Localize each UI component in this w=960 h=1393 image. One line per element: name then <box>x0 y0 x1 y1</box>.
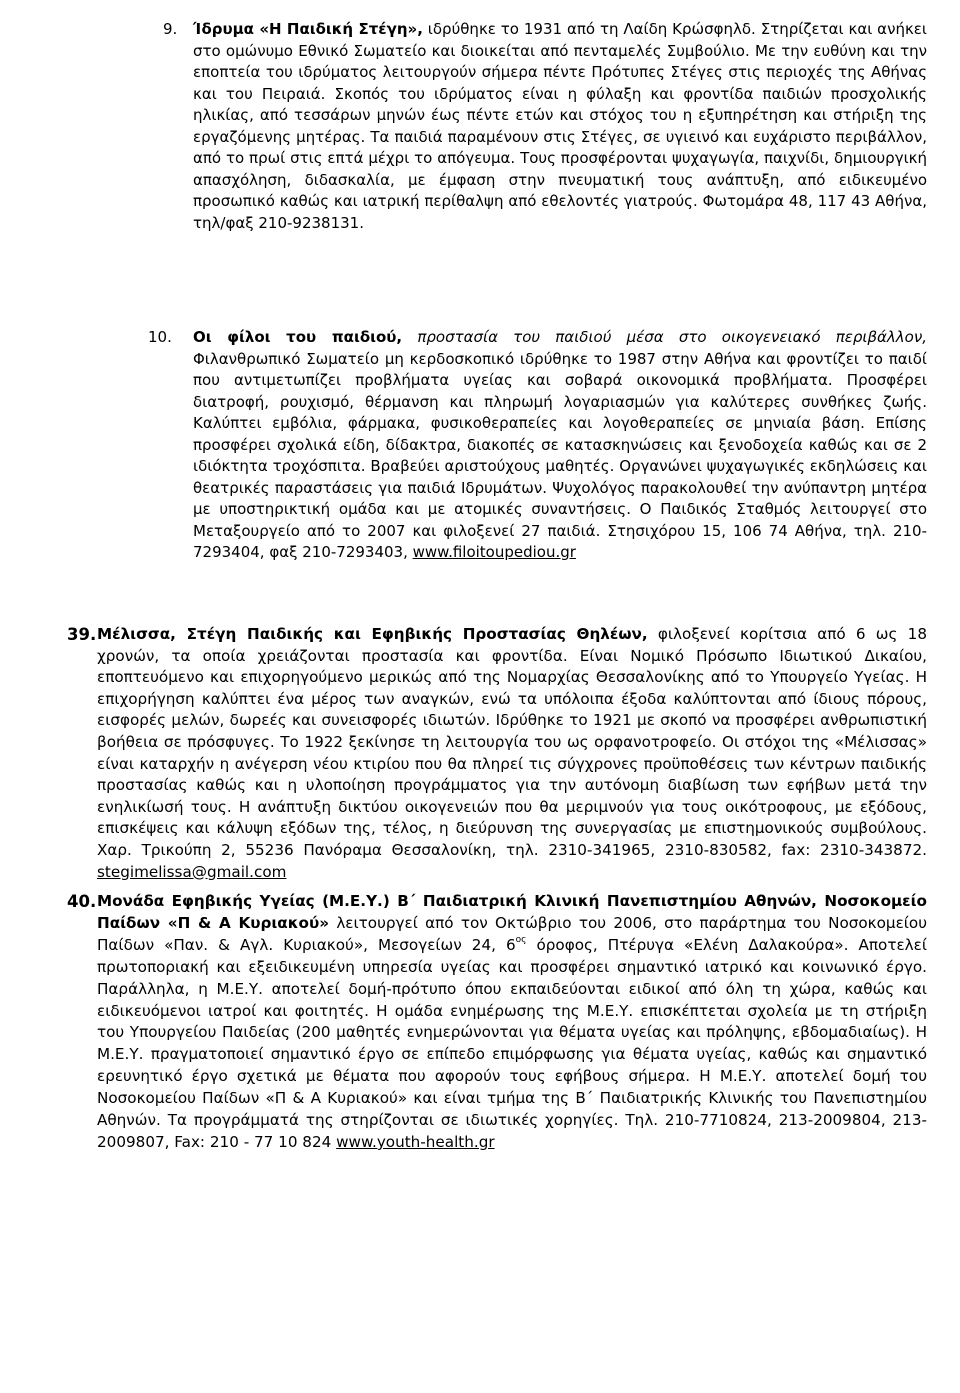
entry-number: 40. <box>67 892 97 911</box>
website-link[interactable]: www.filoitoupediou.gr <box>412 543 576 561</box>
entry-title: Ίδρυμα «Η Παιδική Στέγη», <box>193 20 423 38</box>
entry-number: 9. <box>163 20 178 38</box>
entry-text: Φιλανθρωπικό Σωματείο μη κερδοσκοπικό ιδρύθηκε το 1987 στην Αθήνα και φροντίζει το παιδί που αντιμετωπίζει προβλήματα υγείας και σοβαρά οικονομικά προβλήματα. Προσφέρει διατροφή, ρουχισμό, θέρμανση και πληρωμή λογαριασμών για καλύτερες συνθήκες ζωής. Καλύπτει εμβόλια, φάρμακα, φυσικοθεραπείες και λογοθεραπείες σε μηνιαία βάση. Επίσης προσφέρει σχολικά είδη, δίδακτρα, διακοπές σε κατασκηνώσεις και ξενοδοχεία καθώς και σε 2 ιδιόκτητα τροχόσπιτα. Βραβεύει αριστούχους μαθητές. Οργανώνει ψυχαγωγικές εκδηλώσεις και θεατρικές παραστάσεις για παιδιά Ιδρυμάτων. Ψυχολόγος παρακολουθεί την ανύπαντρη μητέρα με υποστηρικτική ομάδα και με ατομικές συναντήσεις. Ο Παιδικός Σταθμός λειτουργεί στο Μεταξουργείο από το 2007 και φιλοξενεί 27 παιδιά. Στησιχόρου 15, 106 74 Αθήνα, τηλ. 210-7293404, φαξ 210-7293403, <box>193 349 927 561</box>
entry-number: 39. <box>67 625 97 644</box>
entry-title: Μονάδα Εφηβικής Υγείας (Μ.Ε.Υ.) Β΄ Παιδιατρική Κλινική Πανεπιστημίου Αθηνών, Νοσοκομείο Παίδων «Π & Α Κυριακού» <box>97 892 927 932</box>
entry-body <box>193 327 927 564</box>
entry-40 <box>67 891 928 1154</box>
entry-body <box>97 891 927 1154</box>
entry-text-before-sup: λειτουργεί από τον Οκτώβριο του 2006, στο παράρτημα του Νοσοκομείου Παίδων «Παν. & Αγλ. Κυριακού», Μεσογείων 24, 6 <box>97 913 927 954</box>
entry-body <box>97 624 927 883</box>
entry-title: Μέλισσα, Στέγη Παιδικής και Εφηβικής Προστασίας Θηλέων, <box>97 625 648 643</box>
ordinal-superscript: ος <box>515 934 527 945</box>
entry-39 <box>67 624 927 883</box>
entry-text: φιλοξενεί κορίτσια από 6 ως 18 χρονών, τα οποία χρειάζονται προστασία και φροντίδα. Είναι Νομικό Πρόσωπο Ιδιωτικού Δικαίου, εποπτευόμενο και επιχορηγούμενο μερικώς από της Νομαρχίας Θεσσαλονίκης από το Υπουργείο Υγείας. Η επιχορήγηση καλύπτει ένα μέρος των αναγκών, ενώ τα υπόλοιπα έξοδα καλύπτονται από ίδιους πόρους, εισφορές μελών, δωρεές και συνεισφορές ιδιωτών. Ιδρύθηκε το 1921 με σκοπό να προσφέρει ανθρωπιστική βοήθεια σε πρόσφυγες. Το 1922 ξεκίνησε τη λειτουργία του ως ορφανοτροφείο. Οι στόχοι της «Μέλισσας» είναι καταρχήν η ανέγερση νέου κτιρίου που θα πληρεί τις σύγχρονες προϋποθέσεις των κέντρων παιδικής προστασίας καθώς και η υλοποίηση προγράμματος για την αυτόνομη διαβίωση των εφήβων μετά την ενηλικίωσή τους. Η ανάπτυξη δικτύου οικογενειών που θα μεριμνούν για τους οικότροφους, με εξόδους, επισκέψεις και κάλυψη εξόδων της, τέλος, η διεύρυνση της συνεργασίας με επιστημονικούς συμβούλους. Χαρ. Τρικούπη 2, 55236 Πανόραμα Θεσσαλονίκη, τηλ. 2310-341965, 2310-830582, fax: 2310-343872. <box>97 625 927 859</box>
entry-subtitle: προστασία του παιδιού μέσα στο οικογενειακό περιβάλλον, <box>402 328 927 346</box>
entry-9 <box>163 19 927 234</box>
entry-10 <box>148 327 927 564</box>
entry-body <box>193 19 927 234</box>
entry-number: 10. <box>148 328 172 346</box>
entry-text: όροφος, Πτέρυγα «Ελένη Δαλακούρα». Αποτελεί πρωτοποριακή και εξειδικευμένη υπηρεσία υγείας και προσφέρει σημαντικό ιατρικό και κοινωνικό έργο. Παράλληλα, η Μ.Ε.Υ. αποτελεί δομή-πρότυπο όπου εκπαιδεύονται ειδικοί από όλη τη χώρα, καθώς και ειδικευόμενοι ιατροί και φοιτητές. Η ομάδα ενημέρωσης της Μ.Ε.Υ. επισκέπτεται σχολεία με τη στήριξη του Υπουργείου Παιδείας (200 μαθητές ενημερώνονται για θέματα υγείας και πρόληψης, εβδομαδιαίως). Η Μ.Ε.Υ. πραγματοποιεί σημαντικό έργο σε επίπεδο επιμόρφωσης για θέματα υγείας, καθώς και σημαντικό ερευνητικό έργο σχετικά με θέματα που αφορούν τους εφήβους σήμερα. Η Μ.Ε.Υ. αποτελεί δομή του Νοσοκομείου Παίδων «Π & Α Κυριακού» και είναι τμήμα της Β΄ Παιδιατρικής Κλινικής του Πανεπιστημίου Αθηνών. Τα προγράμματά της στηρίζονται σε ιδιωτικές χορηγίες. Τηλ. 210-7710824, 213-2009804, 213-2009807, Fax: 210 - 77 10 824 <box>97 935 928 1151</box>
entry-text: ιδρύθηκε το 1931 από τη Λαίδη Κρώσφηλδ. Στηρίζεται και ανήκει στο ομώνυμο Εθνικό Σωματείο και διοικείται από πενταμελές Συμβούλιο. Με την ευθύνη και την εποπτεία του ιδρύματος λειτουργούν σήμερα πέντε Πρότυπες Στέγες στις περιοχές της Αθήνας και του Πειραιά. Σκοπός του ιδρύματος είναι η φύλαξη και φροντίδα παιδιών προσχολικής ηλικίας, από τεσσάρων μηνών έως πέντε ετών και στόχος του η εξυπηρέτηση και στήριξη της εργαζόμενης μητέρας. Τα παιδιά παραμένουν στις Στέγες, σε υγιεινό και ευχάριστο περιβάλλον, από το πρωί στις επτά μέχρι το απόγευμα. Τους προσφέρονται ψυχαγωγία, παιχνίδι, δημιουργική απασχόληση, διδασκαλία, με έμφαση στην πνευματική τους ανάπτυξη, από ειδικευμένο προσωπικό καθώς και ιατρική περίθαλψη από εθελοντές γιατρούς. Φωτομάρα 48, 117 43 Αθήνα, τηλ/φαξ 210-9238131. <box>193 20 927 232</box>
entry-title: Οι φίλοι του παιδιού, <box>193 328 403 346</box>
website-link[interactable]: www.youth-health.gr <box>336 1132 495 1151</box>
email-link[interactable]: stegimelissa@gmail.com <box>97 862 287 881</box>
